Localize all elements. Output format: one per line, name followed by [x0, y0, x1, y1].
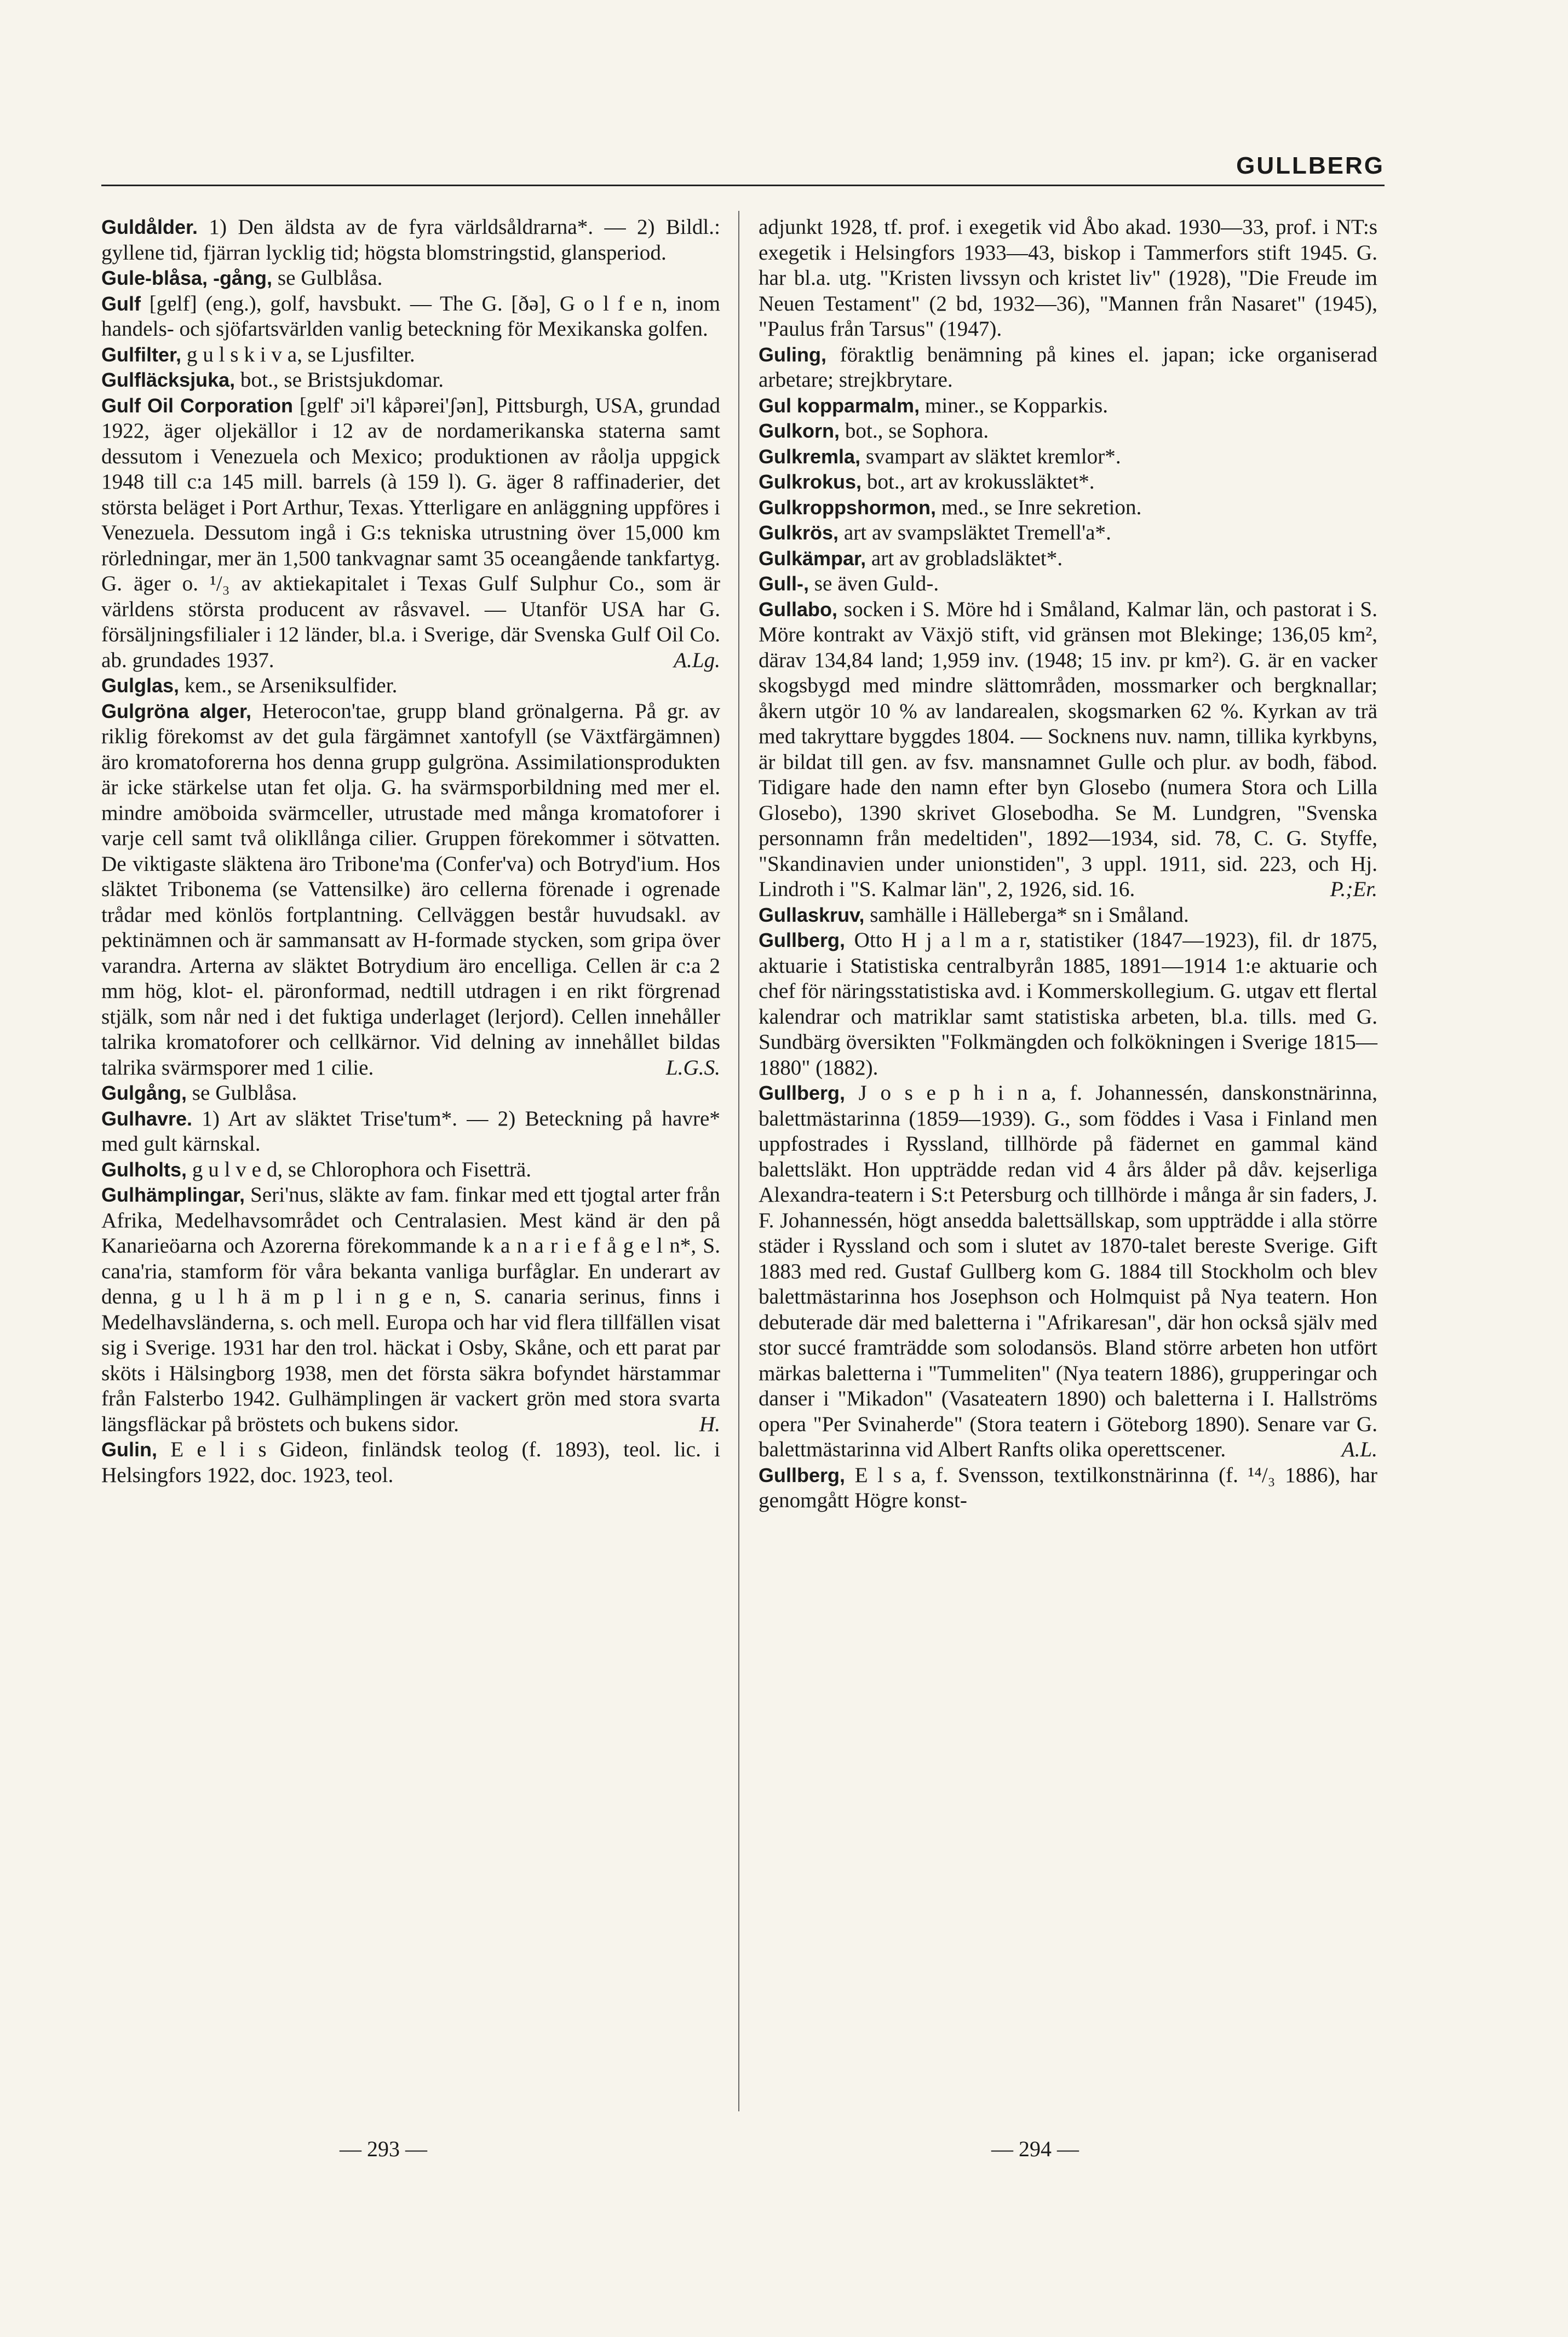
- entry-headword: Gulholts,: [101, 1158, 187, 1181]
- entry-text: 1) Den äldsta av de fyra världsåldrarna*. — 2) Bildl.: gyllene tid, fjärran lycklig tid; högsta blomstringstid, glansperiod.: [101, 215, 720, 265]
- entry: [101, 342, 720, 368]
- entry-text: se Gulblåsa.: [272, 266, 383, 290]
- entry-text: bot., se Sophora.: [840, 419, 989, 443]
- right-column: [759, 215, 1377, 1514]
- entry: [101, 1081, 720, 1106]
- page-number-left: — 293 —: [340, 2137, 427, 2161]
- entry-text: svampart av släktet kremlor*.: [860, 444, 1121, 468]
- entry-headword: Gulkorn,: [759, 420, 840, 442]
- entry-headword: Gulkremla,: [759, 445, 861, 468]
- entry: [759, 1081, 1377, 1463]
- entry-text: g u l v e d, se Chlorophora och Fisetträ.: [187, 1157, 532, 1181]
- entry-text: art av grobladsläktet*.: [866, 546, 1063, 570]
- entry-text: [gɐlf' ɔi'l kåpərei'ʃən], Pittsburgh, USA, grundad 1922, äger oljekällor i 12 av de nordamerikanska staterna samt dessutom i Venezuela och Mexico; produktionen av råolja uppgick 1948 till c:a 145 mill. barrels (à 159 l). G. äger 8 raffinaderier, det största beläget i Port Arthur, Texas. Ytterligare en anläggning uppföres i Venezuela. Dessutom ingå i G:s tekniska utrustning över 15,000 km rörledningar, mer än 1,500 tankvagnar samt 35 oceangående tankfartyg. G. äger o. ¹/₃ av aktiekapitalet i Texas Gulf Sulphur Co., som är världens största producent av råsvavel. — Utanför USA har G. försäljningsfilialer i 12 länder, bl.a. i Sverige, där Svenska Gulf Oil Co. ab. grundades 1937.: [101, 393, 720, 672]
- entry-headword: Gulkrös,: [759, 521, 839, 544]
- entry-headword: Guldålder.: [101, 216, 198, 238]
- entry-text: E e l i s Gideon, finländsk teolog (f. 1893), teol. lic. i Helsingfors 1922, doc. 1923, teol.: [101, 1438, 720, 1487]
- entry: [759, 444, 1377, 470]
- entry: [101, 1182, 720, 1437]
- entry: [759, 215, 1377, 342]
- header-rule: [101, 185, 1385, 186]
- entry-text: Heterocon'tae, grupp bland grönalgerna. På gr. av riklig förekomst av det gula färgämnet xantofyll (se Växtfärgämnen) äro kromatoforerna hos denna grupp gulgröna. Assimilationsprodukten är icke stärkelse utan fet olja. G. ha svärmsporbildning med mer el. mindre amöboida svärmceller, utrustade med många kromatoforer i varje cell samt två olikllånga cilier. Gruppen förekommer i sötvatten. De viktigaste släktena äro Tribone'ma (Confer'va) och Botryd'ium. Hos släktet Tribonema (se Vattensilke) äro cellerna förenade i ogrenade trådar med könlös fortplantning. Cellväggen består huvudsakl. av pektinämnen och är sammansatt av H-formade stycken, som gripa över varandra. Arterna av släktet Botrydium äro encelliga. Cellen är c:a 2 mm hög, klot- el. päronformad, nedtill utdragen i en rikt förgrenad stjälk, som når ned i det fuktiga underlaget (lerjord). Cellen innehåller talrika kromatoforer och cellkärnor. Vid delning av innehållet bildas talrika svärmsporer med 1 cilie.: [101, 699, 720, 1080]
- entry-headword: Gulgröna alger,: [101, 699, 252, 722]
- entry-text: kem., se Arseniksulfider.: [179, 674, 398, 697]
- entry-headword: Gull-,: [759, 572, 809, 595]
- entry-headword: Gulkrokus,: [759, 470, 862, 493]
- author-signature: P.;Er.: [1330, 877, 1377, 901]
- entry-headword: Gulhavre.: [101, 1107, 193, 1130]
- entry: [759, 342, 1377, 393]
- entry-headword: Gulfläcksjuka,: [101, 369, 236, 391]
- entry-text: föraktlig benämning på kines el. japan; icke organiserad arbetare; strejkbrytare.: [759, 342, 1377, 392]
- entry-headword: Gullberg,: [759, 929, 846, 951]
- entry-text: socken i S. Möre hd i Småland, Kalmar län, och pastorat i S. Möre kontrakt av Växjö stift, vid gränsen mot Blekinge; 136,05 km², därav 134,84 land; 1,959 inv. (1948; 15 inv. pr km²). G. är en vacker skogsbygd med mindre slättområden, mossmarker och bergknallar; åkern utgör 10 % av landarealen, skogsmarken 62 %. Kyrkan av trä med takryttare byggdes 1804. — Socknens nuv. namn, tillika kyrkbyns, är bildat till gen. av fsv. mansnamnet Gulle och plur. av bodh, fäbod. Tidigare hade den namn efter byn Glosebo (numera Stora och Lilla Glosebo), 1390 skrivet Glosebodha. Se M. Lundgren, "Svenska personnamn från medeltiden", 1892—1934, sid. 78, C. G. Styffe, "Skandinavien under unionstiden", 3 uppl. 1911, sid. 223, och Hj. Lindroth i "S. Kalmar län", 2, 1926, sid. 16.: [759, 597, 1377, 901]
- entry: [759, 928, 1377, 1081]
- entry-headword: Gulin,: [101, 1438, 157, 1461]
- entry-headword: Gullberg,: [759, 1082, 846, 1104]
- entry-text: g u l s k i v a, se Ljusfilter.: [181, 342, 415, 366]
- entry-text: miner., se Kopparkis.: [920, 393, 1108, 417]
- entry-headword: Gullberg,: [759, 1463, 846, 1486]
- entry-headword: Gulkroppshormon,: [759, 496, 936, 519]
- entry: [759, 571, 1377, 597]
- entry-headword: Gule-blåsa, -gång,: [101, 267, 273, 289]
- entry-headword: Gulhämplingar,: [101, 1184, 245, 1206]
- left-column: [101, 215, 720, 1488]
- entry-headword: Guling,: [759, 343, 826, 366]
- entry: [101, 393, 720, 674]
- entry-headword: Gullabo,: [759, 598, 837, 621]
- entry-headword: Gulf Oil Corporation: [101, 394, 293, 417]
- entry-text: adjunkt 1928, tf. prof. i exegetik vid Åbo akad. 1930—33, prof. i NT:s exegetik i Helsingfors 1933—43, biskop i Tammerfors stift 1945. G. har bl.a. utg. "Kristen livssyn och kristet liv" (1928), "Die Freude im Neuen Testament" (2 bd, 1932—36), "Mannen från Nasaret" (1945), "Paulus från Tarsus" (1947).: [759, 215, 1377, 341]
- entry-headword: Gulglas,: [101, 674, 180, 697]
- page-number-right: — 294 —: [991, 2137, 1079, 2161]
- entry: [101, 1437, 720, 1488]
- entry: [759, 903, 1377, 928]
- entry-text: J o s e p h i n a, f. Johannessén, danskonstnärinna, balettmästarinna (1859—1939). G., som föddes i Vasa i Finland men uppfostrades i Ryssland, tillhörde på fädernet en gammal känd balettsläkt. Hon uppträdde redan vid 4 års ålder på dåv. kejserliga Alexandra-teatern i S:t Petersburg och tillhörde i många år sin faders, J. F. Johannessén, högt ansedda balettsällskap, som uppträdde i alla större städer i Ryssland och som i slutet av 1870-talet bereste Sverige. Gift 1883 med red. Gustaf Gullberg kom G. 1884 till Stockholm och blev balettmästarinna hos Josephson och Holmquist på Nya teatern. Hon debuterade där med baletterna i "Afrikaresan", där hon också själv med stor succé framträdde som solodansös. Bland större arbeten hon utfört märkas baletterna i "Tummeliten" (Nya teatern 1886), grupperingar och danser i "Mikadon" (Vasateatern 1890) och baletterna i I. Hallströms opera "Per Svinaherde" (Stora teatern i Göteborg 1890). Senare var G. balettmästarinna vid Albert Ranfts olika operettscener.: [759, 1081, 1377, 1461]
- entry-text: samhälle i Hälleberga* sn i Småland.: [864, 903, 1189, 927]
- running-head: GULLBERG: [1236, 152, 1385, 179]
- entry: [759, 546, 1377, 572]
- column-divider: [738, 211, 739, 2111]
- entry-text: bot., art av krokussläktet*.: [861, 470, 1095, 493]
- entry-text: art av svampsläktet Tremell'a*.: [838, 521, 1111, 544]
- author-signature: L.G.S.: [665, 1055, 720, 1080]
- entry-text: Seri'nus, släkte av fam. finkar med ett tjogtal arter från Afrika, Medelhavsområdet och Centralasien. Mest känd är den på Kanarieöarna och Azorerna förekommande k a n a r i e f å g e l n*, S. cana'ria, stamform för våra bekanta vanliga burfåglar. En underart av denna, g u l h ä m p l i n g e n, S. canaria serinus, finns i Medelhavsländerna, s. och mell. Europa och har vid flera tillfällen visat sig i Sverige. 1931 har den trol. häckat i Osby, Skåne, och ett parat par sköts i Hälsingborg 1938, men det första säkra bofyndet härstammar från Falsterbo 1942. Gulhämplingen är vackert grön med stora svarta längsfläckar på bröstets och bukens sidor.: [101, 1183, 720, 1436]
- entry: [101, 291, 720, 342]
- entry-headword: Gulf: [101, 292, 141, 315]
- entry: [101, 215, 720, 266]
- entry: [101, 673, 720, 699]
- entry: [101, 1106, 720, 1157]
- entry: [759, 469, 1377, 495]
- entry-text: 1) Art av släktet Trise'tum*. — 2) Beteckning på havre* med gult kärnskal.: [101, 1106, 720, 1156]
- entry-text: se även Guld-.: [809, 572, 939, 595]
- entry: [759, 418, 1377, 444]
- entry-headword: Gulfilter,: [101, 343, 182, 366]
- entry-text: med., se Inre sekretion.: [936, 495, 1142, 519]
- entry-headword: Gulgång,: [101, 1082, 187, 1104]
- entry: [101, 699, 720, 1081]
- entry: [101, 368, 720, 393]
- entry-text: se Gulblåsa.: [187, 1081, 297, 1105]
- entry-text: E l s a, f. Svensson, textilkonstnärinna (f. ¹⁴/₃ 1886), har genomgått Högre konst-: [759, 1463, 1377, 1512]
- entry-text: [gɐlf] (eng.), golf, havsbukt. — The G. [ðə], G o l f e n, inom handels- och sjöfartsvärlden vanlig beteckning för Mexikanska golfen.: [101, 291, 720, 341]
- author-signature: A.L.: [1341, 1438, 1377, 1461]
- author-signature: H.: [699, 1412, 720, 1436]
- entry-headword: Gulkämpar,: [759, 547, 866, 570]
- entry: [759, 597, 1377, 903]
- entry: [101, 1157, 720, 1183]
- entry: [759, 393, 1377, 419]
- entry-text: Otto H j a l m a r, statistiker (1847—1923), fil. dr 1875, aktuarie i Statistiska centralbyrån 1885, 1891—1914 1:e aktuarie och chef för näringsstatistiska avd. i Kommerskollegium. G. utgav ett flertal kalendrar och matriklar samt statistiska arbeten, bl.a. tills. med G. Sundbärg översikten "Folkmängden och folkökningen i Sverige 1815—1880" (1882).: [759, 928, 1377, 1080]
- entry: [759, 520, 1377, 546]
- entry: [759, 495, 1377, 521]
- entry-headword: Gul kopparmalm,: [759, 394, 920, 417]
- entry: [101, 266, 720, 291]
- author-signature: A.Lg.: [674, 648, 720, 672]
- entry: [759, 1463, 1377, 1514]
- entry-headword: Gullaskruv,: [759, 903, 865, 926]
- entry-text: bot., se Bristsjukdomar.: [235, 368, 444, 392]
